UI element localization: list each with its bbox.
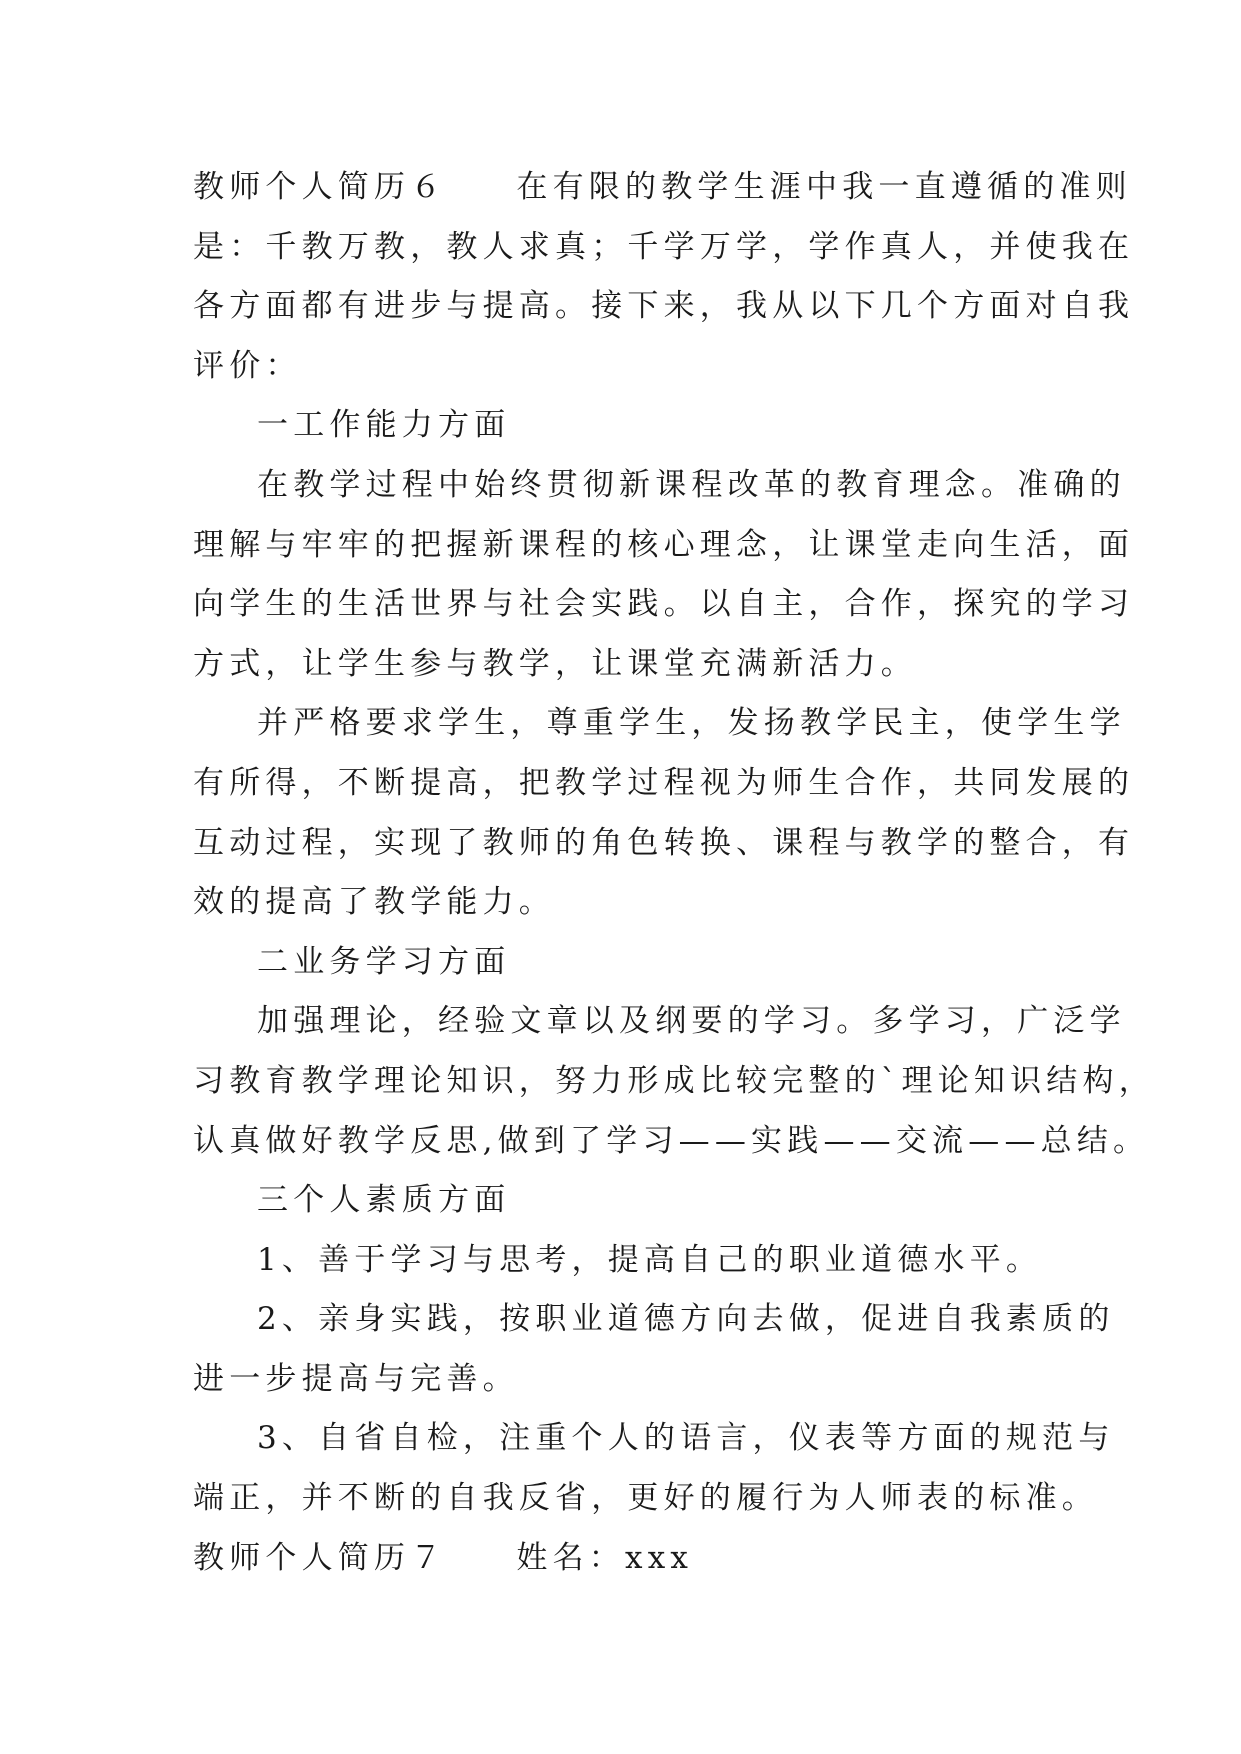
paragraph-line [193, 158, 1132, 218]
intro-text: 在有限的教学生涯中我一直遵循的准则 [516, 169, 1132, 205]
name-field: 姓名：xxx [516, 1539, 694, 1576]
paragraph-line: 方式，让学生参与教学，让课堂充满新活力。 [193, 645, 917, 682]
paragraph-line: 认真做好教学反思,做到了学习——实践——交流——总结。 [193, 1122, 1150, 1159]
section-heading: 教师个人简历７ [193, 1539, 447, 1576]
list-item: 2、亲身实践，按职业道德方向去做，促进自我素质的 [257, 1301, 1115, 1338]
paragraph-line: 效的提高了教学能力。 [193, 884, 555, 921]
paragraph-line: 各方面都有进步与提高。接下来，我从以下几个方面对自我 [193, 288, 1135, 325]
paragraph-line: 有所得，不断提高，把教学过程视为师生合作，共同发展的 [193, 764, 1135, 801]
subsection-title: 三个人素质方面 [257, 1182, 511, 1219]
paragraph-line: 习教育教学理论知识，努力形成比较完整的`理论知识结构， [193, 1062, 1155, 1099]
list-item: 1、善于学习与思考，提高自己的职业道德水平。 [257, 1241, 1043, 1278]
paragraph-line: 理解与牢牢的把握新课程的核心理念，让课堂走向生活，面 [193, 526, 1135, 563]
paragraph-line: 并严格要求学生，尊重学生，发扬教学民主，使学生学 [257, 705, 1126, 742]
paragraph-line: 在教学过程中始终贯彻新课程改革的教育理念。准确的 [257, 466, 1126, 503]
section-heading: 教师个人简历６ [193, 169, 447, 205]
paragraph-line [193, 1529, 1055, 1589]
subsection-title: 一工作能力方面 [257, 407, 511, 444]
document-body [193, 158, 1155, 1588]
list-item: 3、自省自检，注重个人的语言，仪表等方面的规范与 [257, 1420, 1115, 1457]
paragraph-line: 评价： [193, 347, 302, 384]
paragraph-line: 加强理论，经验文章以及纲要的学习。多学习，广泛学 [257, 1003, 1126, 1040]
subsection-title: 二业务学习方面 [257, 943, 511, 980]
paragraph-line: 向学生的生活世界与社会实践。以自主，合作，探究的学习 [193, 586, 1135, 623]
paragraph-line: 是：千教万教，教人求真；千学万学，学作真人，并使我在 [193, 228, 1135, 265]
paragraph-line: 端正，并不断的自我反省，更好的履行为人师表的标准。 [193, 1480, 1098, 1517]
paragraph-line: 互动过程，实现了教师的角色转换、课程与教学的整合，有 [193, 824, 1135, 861]
paragraph-line: 进一步提高与完善。 [193, 1360, 519, 1397]
